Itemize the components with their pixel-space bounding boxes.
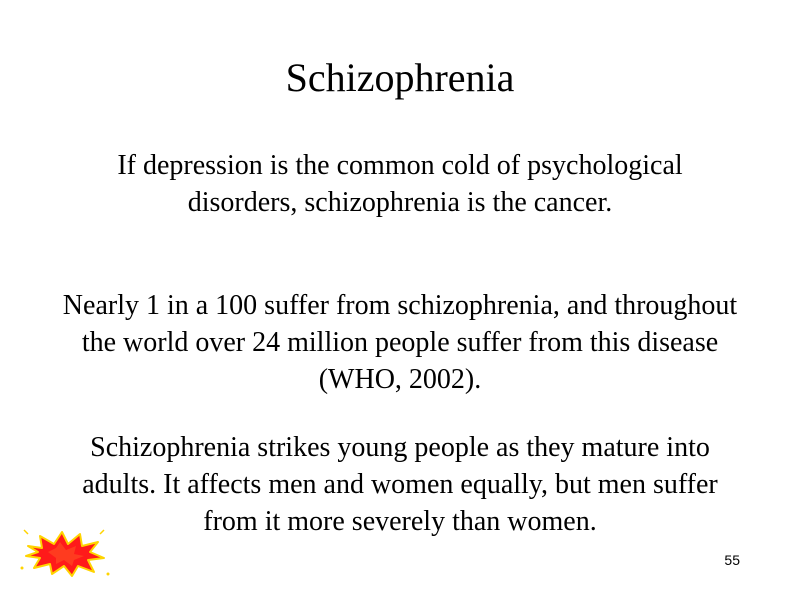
paragraph-prevalence: Nearly 1 in a 100 suffer from schizophrenia, and throughout the world over 24 million people suffer from this disease (WHO, 2002). [62, 290, 738, 395]
sparkle-dot [21, 567, 24, 570]
sparkle-dot [107, 573, 110, 576]
paragraph-depression-analogy: If depression is the common cold of psychological disorders, schizophrenia is the cancer. [117, 150, 683, 218]
paragraph-onset: Schizophrenia strikes young people as they mature into adults. It affects men and women equally, but men suffer from it more severely than women. [82, 432, 718, 537]
page-number: 55 [724, 552, 740, 568]
slide-title: Schizophrenia [285, 55, 515, 100]
sparkle-line [100, 530, 104, 534]
explosion-burst-icon [18, 524, 114, 580]
sparkle-line [24, 530, 28, 534]
